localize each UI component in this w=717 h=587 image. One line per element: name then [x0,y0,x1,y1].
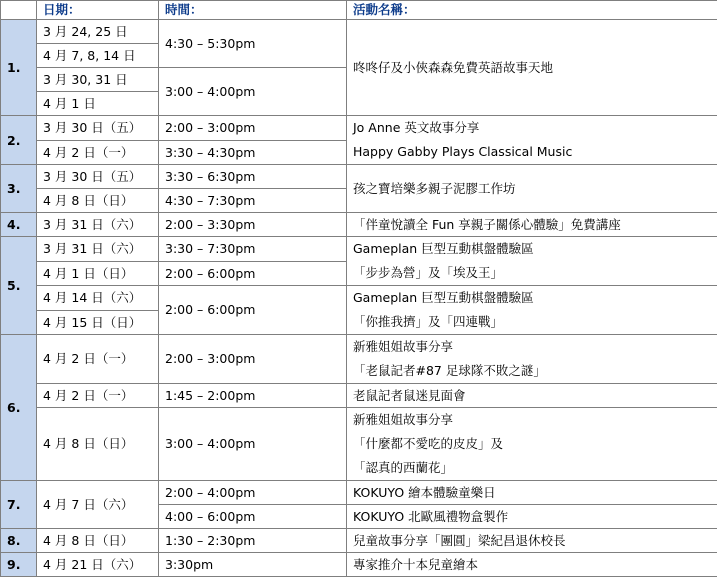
event-cell [347,237,717,286]
event-cell [347,408,717,481]
header-number [1,1,37,20]
header-event: 活動名稱： [347,1,717,20]
event-cell [347,116,717,165]
row-number: 7. [1,481,37,529]
date-cell: 3 月 30 日（五） [37,165,159,189]
date-line: 4 月 2 日（一） [43,351,134,366]
time-cell: 3:30pm [159,553,347,577]
date-cell: 4 月 7, 8, 14 日 [37,44,159,68]
date-cell: 4 月 14 日（六） [37,286,159,311]
table-row [1,116,717,141]
table-row [1,165,717,189]
date-cell [37,408,159,481]
header-date: 日期： [37,1,159,20]
time-cell: 1:30 – 2:30pm [159,529,347,553]
event-cell: 兒童故事分享「團圓」梁紀昌退休校長 [347,529,717,553]
table-row [1,237,717,262]
time-cell: 2:00 – 3:30pm [159,213,347,237]
event-line: 「認真的西蘭花」 [353,460,454,475]
row-number: 2. [1,116,37,165]
time-line: 2:00 – 3:00pm [165,351,256,366]
event-line: Gameplan 巨型互動棋盤體驗區 [353,290,534,305]
date-cell: 3 月 30, 31 日 [37,68,159,92]
time-cell: 4:30 – 7:30pm [159,189,347,213]
table-row [1,213,717,237]
row-number: 3. [1,165,37,213]
event-line: 新雅姐姐故事分享 [353,339,454,354]
date-cell: 4 月 8 日（日） [37,189,159,213]
time-cell: 4:00 – 6:00pm [159,505,347,529]
event-line: 孩之寶培樂多親子泥膠工作坊 [353,180,516,196]
event-cell: 咚咚仔及小俠森森免費英語故事天地 [347,20,717,116]
time-cell: 3:00 – 4:00pm [159,68,347,116]
event-cell: KOKUYO 繪本體驗童樂日 [347,481,717,505]
event-cell [347,335,717,384]
event-line: 「老鼠記者#87 足球隊不敗之謎」 [353,363,546,378]
event-line: Jo Anne 英文故事分享 [353,120,480,135]
event-cell: 專家推介十本兒童繪本 [347,553,717,577]
event-line: 新雅姐姐故事分享 [353,412,454,427]
event-line: 「你推我擠」及「四連戰」 [353,314,504,329]
date-cell [37,335,159,384]
time-cell: 4:30 – 5:30pm [159,20,347,68]
row-number: 8. [1,529,37,553]
event-line: 「什麼都不愛吃的皮皮」及 [353,436,504,451]
date-cell: 3 月 24, 25 日 [37,20,159,44]
time-cell: 3:30 – 7:30pm [159,237,347,262]
row-number: 1. [1,20,37,116]
table-row [1,286,717,311]
row-number: 5. [1,237,37,335]
header-time: 時間： [159,1,347,20]
time-cell: 1:45 – 2:00pm [159,384,347,408]
event-cell: 「伴童悅讀全 Fun 享親子關係心體驗」免費講座 [347,213,717,237]
table-row [1,384,717,408]
date-line: 4 月 8 日（日） [43,436,134,451]
date-cell: 4 月 8 日（日） [37,529,159,553]
date-cell: 4 月 1 日（日） [37,261,159,286]
row-number: 6. [1,335,37,481]
date-line: 4 月 7 日（六） [43,496,134,512]
time-cell: 2:00 – 6:00pm [159,261,347,286]
row-number: 4. [1,213,37,237]
event-line: Happy Gabby Plays Classical Music [353,144,573,159]
event-line: Gameplan 巨型互動棋盤體驗區 [353,241,534,256]
time-cell [159,408,347,481]
time-cell [159,286,347,335]
table-row [1,481,717,505]
time-cell: 2:00 – 3:00pm [159,116,347,141]
time-cell: 3:30 – 6:30pm [159,165,347,189]
header-row [1,1,717,20]
date-cell: 3 月 30 日（五） [37,116,159,141]
date-cell: 3 月 31 日（六） [37,213,159,237]
table-row [1,553,717,577]
table-row [1,20,717,44]
row-number: 9. [1,553,37,577]
date-cell: 3 月 31 日（六） [37,237,159,262]
date-cell [37,481,159,529]
date-cell: 4 月 15 日（日） [37,310,159,335]
event-cell [347,165,717,213]
event-cell: 老鼠記者鼠迷見面會 [347,384,717,408]
date-cell: 4 月 1 日 [37,92,159,116]
date-cell: 4 月 2 日（一） [37,140,159,165]
time-line: 3:00 – 4:00pm [165,436,256,451]
table-row [1,529,717,553]
time-cell: 2:00 – 4:00pm [159,481,347,505]
time-cell: 3:30 – 4:30pm [159,140,347,165]
event-line: 「步步為營」及「埃及王」 [353,265,504,280]
event-cell: KOKUYO 北歐風禮物盒製作 [347,505,717,529]
date-cell: 4 月 21 日（六） [37,553,159,577]
time-cell [159,335,347,384]
time-line: 2:00 – 6:00pm [165,302,256,317]
event-cell [347,286,717,335]
date-cell: 4 月 2 日（一） [37,384,159,408]
